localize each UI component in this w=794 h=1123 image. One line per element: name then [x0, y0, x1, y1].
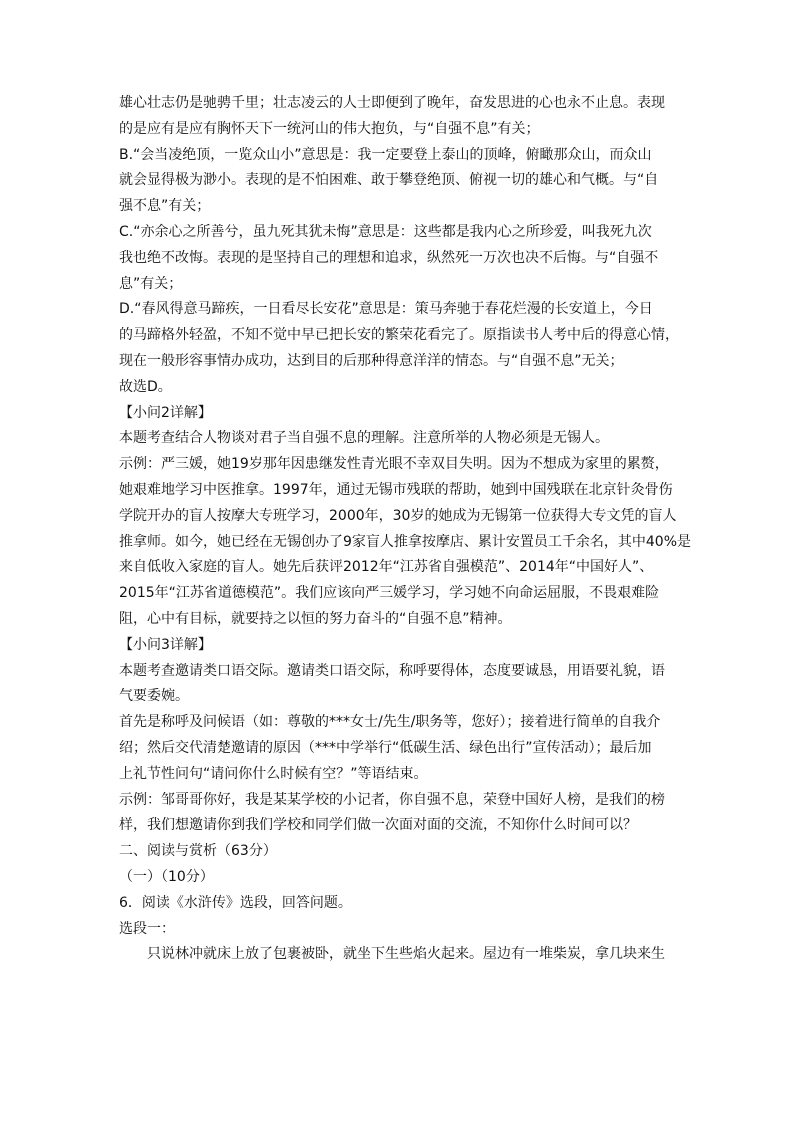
text-line: 她艰难地学习中医推拿。1997年，通过无锡市残联的帮助，她到中国残联在北京针灸骨伤	[119, 481, 673, 498]
text-line: 息”有关；	[119, 275, 183, 292]
option-d-line: D.“春风得意马蹄疾，一日看尽长安花”意思是：策马奔驰于春花烂漫的长安道上，今日	[119, 301, 653, 318]
text-line: 首先是称呼及问候语（如：尊敬的***女士/先生/职务等，您好）；接着进行简单的自我介	[119, 714, 661, 731]
excerpt-paragraph: 只说林冲就床上放了包裹被卧，就坐下生些焰火起来。屋边有一堆柴炭，拿几块来生	[147, 946, 665, 963]
text-line: 现在一般形容事情办成功，达到目的后那种得意洋洋的情态。与“自强不息”无关；	[119, 352, 624, 369]
text-line: 本题考查结合人物谈对君子当自强不息的理解。注意所举的人物必须是无锡人。	[119, 430, 609, 447]
subpart-heading: （一）（10分）	[119, 868, 214, 885]
text-line: 本题考查邀请类口语交际。邀请类口语交际，称呼要得体，态度要诚恳，用语要礼貌，语	[119, 662, 665, 679]
text-line: 的是应有是应有胸怀天下一统河山的伟大抱负，与“自强不息”有关；	[119, 120, 540, 137]
text-line: 样，我们想邀请你到我们学校和同学们做一次面对面的交流，不知你什么时间可以？	[119, 817, 637, 834]
text-line: 阻，心中有目标，就要持之以恒的努力奋斗的“自强不息”精神。	[119, 610, 512, 627]
text-line: 我也绝不改悔。表现的是坚持自己的理想和追求，纵然死一万次也决不后悔。与“自强不	[119, 249, 659, 266]
answer-line: 故选D。	[119, 378, 172, 395]
text-line: 示例：邹哥哥你好，我是某某学校的小记者，你自强不息，荣登中国好人榜，是我们的榜	[119, 791, 665, 808]
text-line: 的马蹄格外轻盈，不知不觉中早已把长安的繁荣花看完了。原指读书人考中后的得意心情，	[119, 327, 679, 344]
text-line: 来自低收入家庭的盲人。她先后获评2012年“江苏省自强模范”、2014年“中国好人”、	[119, 559, 654, 576]
text-line: 上礼节性问句“请问你什么时候有空？”等语结束。	[119, 765, 428, 782]
text-line: 强不息”有关；	[119, 198, 211, 215]
text-line: 学院开办的盲人按摩大专班学习，2000年，30岁的她成为无锡第一位获得大专文凭的盲人	[119, 507, 677, 524]
section-heading-q3: 【小问3详解】	[119, 636, 212, 653]
text-line: 推拿师。如今，她已经在无锡创办了9家盲人推拿按摩店、累计安置员工千余名，其中40%是	[119, 533, 692, 550]
text-line: 雄心壮志仍是驰骋千里；壮志凌云的人士即便到了晚年，奋发思进的心也永不止息。表现	[119, 95, 665, 111]
question-6: 6．阅读《水浒传》选段，回答问题。	[119, 894, 352, 911]
excerpt-label: 选段一：	[119, 920, 175, 937]
section-heading-q2: 【小问2详解】	[119, 404, 212, 421]
text-line: 2015年“江苏省道德模范”。我们应该向严三媛学习，学习她不向命运屈服，不畏艰难险	[119, 585, 660, 602]
part-heading: 二、阅读与赏析（63分）	[119, 843, 277, 860]
text-line: 就会显得极为渺小。表现的是不怕困难、敢于攀登绝顶、俯视一切的雄心和气概。与“自	[119, 172, 659, 189]
option-b-line: B.“会当凌绝顶，一览众山小”意思是：我一定要登上泰山的顶峰，俯瞰那众山，而众山	[119, 146, 652, 163]
text-line: 绍；然后交代清楚邀请的原因（***中学举行“低碳生活、绿色出行”宣传活动）；最后加	[119, 739, 652, 756]
text-line: 气要委婉。	[119, 688, 189, 705]
text-line: 示例：严三媛，她19岁那年因患继发性青光眼不幸双目失明。因为不想成为家里的累赘，	[119, 456, 669, 473]
option-c-line: C.“亦余心之所善兮，虽九死其犹未悔”意思是：这些都是我内心之所珍爱，叫我死九次	[119, 223, 652, 240]
document-body	[119, 91, 692, 968]
